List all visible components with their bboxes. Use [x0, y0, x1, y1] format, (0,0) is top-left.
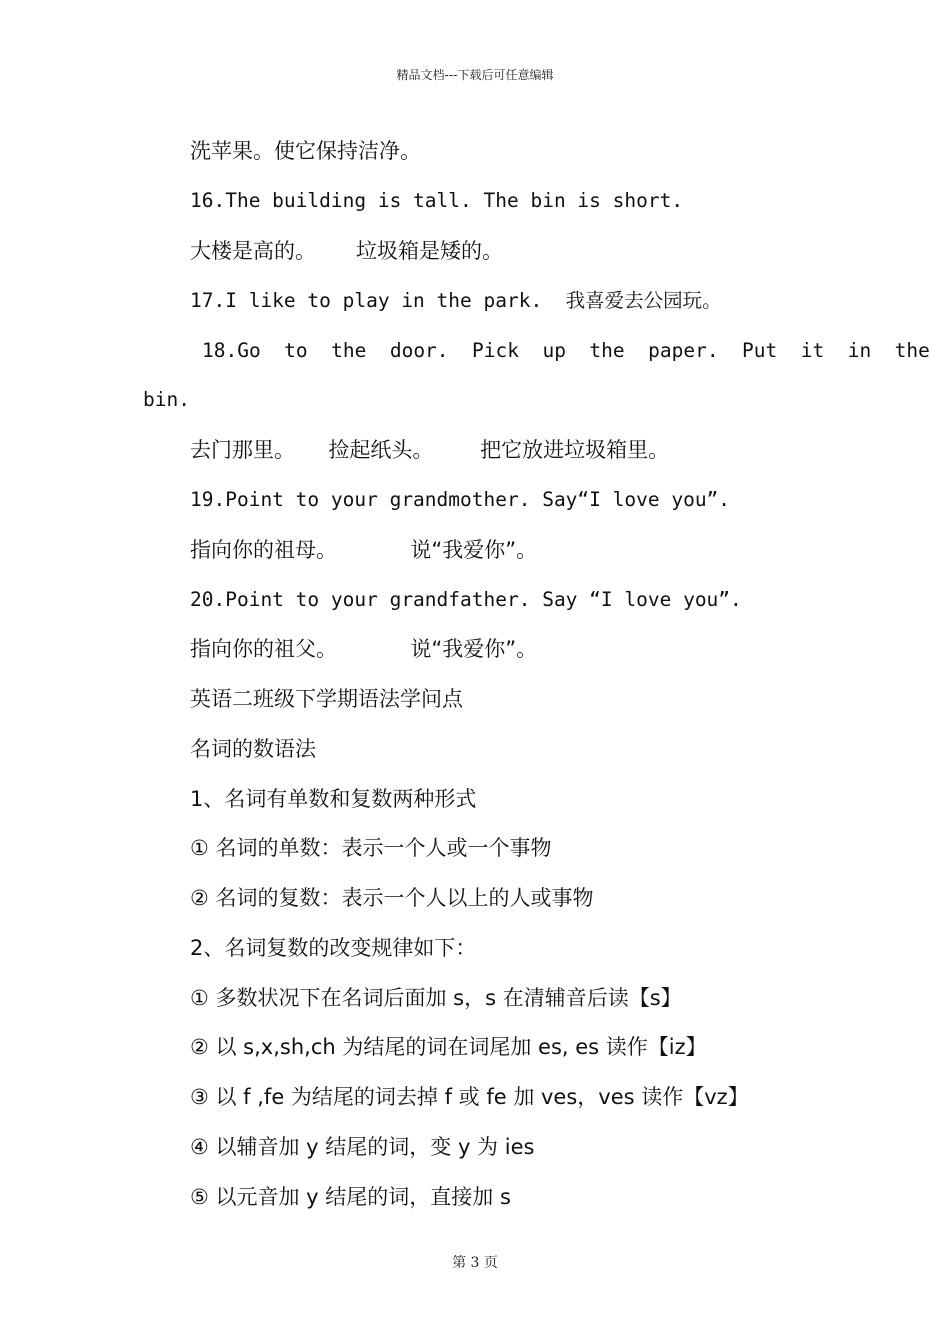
page-number: 第 3 页: [452, 1255, 498, 1271]
text-line: 大楼是高的。 垃圾箱是矮的。: [190, 239, 504, 263]
text-line: bin.: [143, 388, 190, 411]
text-line: ① 多数状况下在名词后面加 s，s 在清辅音后读【s】: [190, 986, 682, 1010]
text-line: ② 以 s,x,sh,ch 为结尾的词在词尾加 es, es 读作【iz】: [190, 1035, 707, 1059]
text-line: 指向你的祖父。 说“我爱你”。: [190, 637, 538, 661]
text-line: 1、名词有单数和复数两种形式: [190, 787, 477, 811]
text-line: 19.Point to your grandmother. Say“I love you”.: [190, 488, 731, 511]
text-line: 指向你的祖母。 说“我爱你”。: [190, 538, 538, 562]
text-line: 20.Point to your grandfather. Say “I love you”.: [190, 588, 742, 611]
text-line: 去门那里。 捡起纸头。 把它放进垃圾箱里。: [190, 438, 670, 462]
text-line: 洗苹果。使它保持洁净。: [190, 139, 421, 163]
section-subtitle: 名词的数语法: [190, 737, 316, 761]
section-title: 英语二班级下学期语法学问点: [190, 687, 463, 711]
text-line: 16.The building is tall. The bin is short.: [190, 189, 684, 212]
text-line: ② 名词的复数：表示一个人以上的人或事物: [190, 886, 594, 910]
text-line: ① 名词的单数：表示一个人或一个事物: [190, 836, 552, 860]
text-line: 2、名词复数的改变规律如下：: [190, 936, 477, 960]
text-line: 18.Go to the door. Pick up the paper. Put it in the: [202, 339, 930, 362]
text-line: ③ 以 f ,fe 为结尾的词去掉 f 或 fe 加 ves，ves 读作【vz】: [190, 1085, 749, 1109]
text-line: ④ 以辅音加 y 结尾的词，变 y 为 ies: [190, 1135, 535, 1159]
page-header: 精品文档---下载后可任意编辑: [396, 68, 554, 82]
text-line: ⑤ 以元音加 y 结尾的词，直接加 s: [190, 1185, 511, 1209]
text-line: 17.I like to play in the park. 我喜爱去公园玩。: [190, 289, 722, 312]
